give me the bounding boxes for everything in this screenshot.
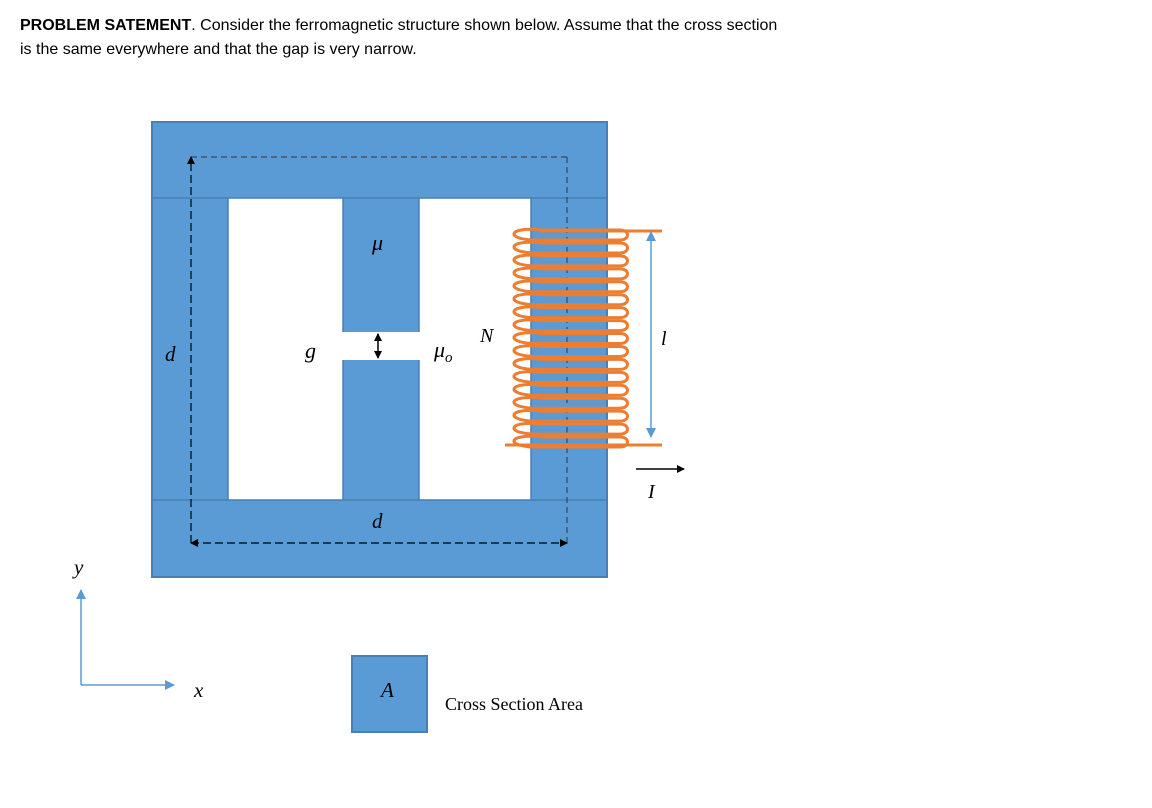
depth-vertical-label: d (165, 342, 176, 366)
gap-label: g (305, 338, 316, 363)
area-label: A (381, 678, 394, 702)
x-axis-label: x (194, 678, 204, 702)
coil-length-label: l (661, 328, 667, 350)
left-window (228, 198, 343, 500)
current-label: I (648, 481, 655, 503)
air-gap (343, 332, 419, 360)
area-caption: Cross Section Area (445, 694, 583, 714)
mu-label: μ (372, 230, 384, 255)
statement-text: . Consider the ferromagnetic structure shown below. Assume that the cross section is the same everywhere and that the gap is very narrow. (20, 17, 778, 58)
coordinate-axes (81, 590, 174, 685)
mu0-label: $\mu_o$ (434, 337, 453, 366)
y-axis-label: y (74, 555, 84, 579)
statement-heading: PROBLEM SATEMENT (20, 17, 192, 34)
turns-label: N (480, 325, 494, 347)
depth-horizontal-label: d (372, 509, 383, 533)
